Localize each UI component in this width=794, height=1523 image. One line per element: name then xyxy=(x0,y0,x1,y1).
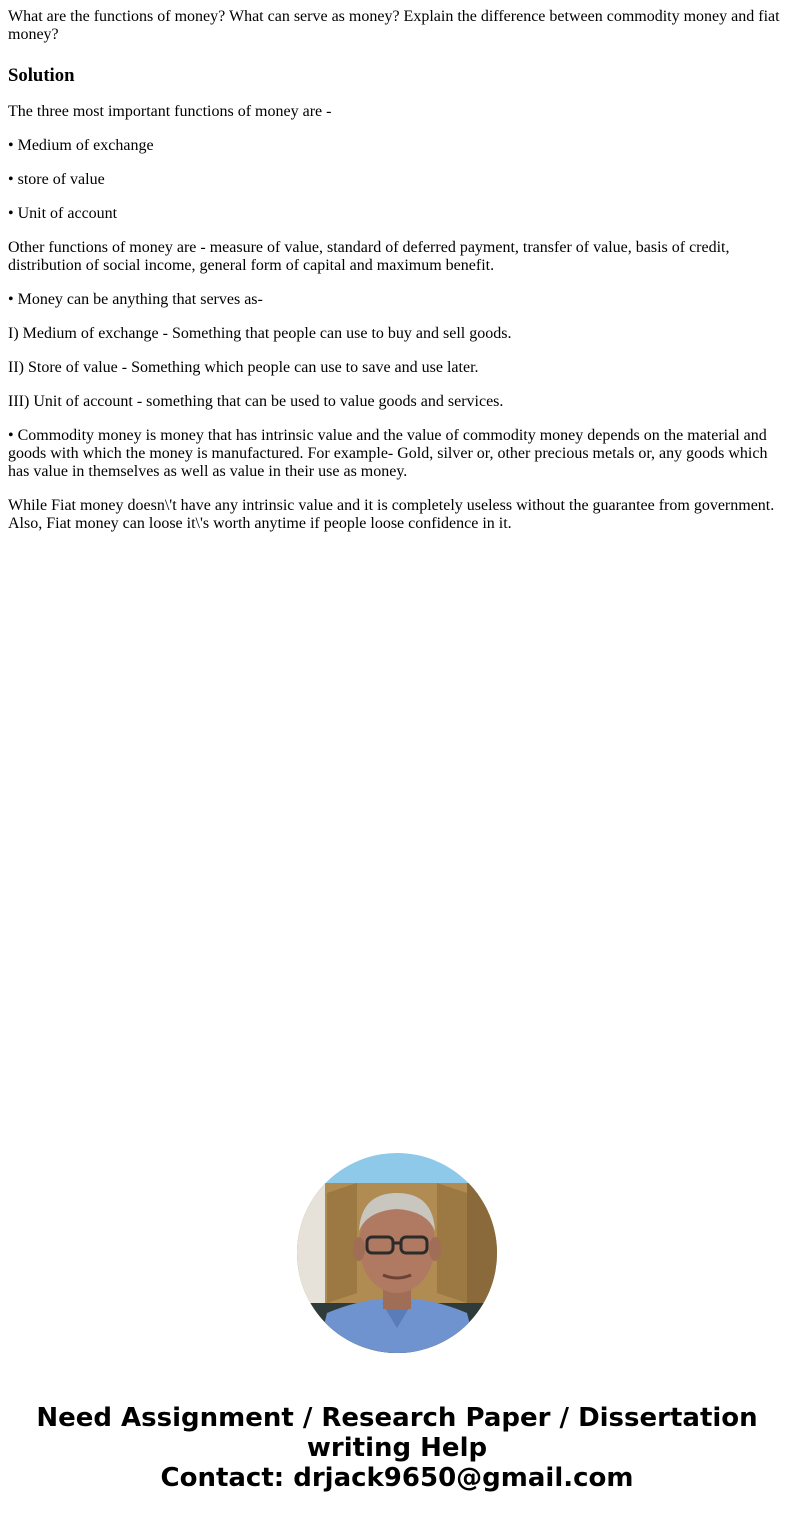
footer-banner xyxy=(0,1403,794,1493)
paragraph: Other functions of money are - measure of value, standard of deferred payment, transfer of value, basis of credit, distribution of social income, general form of capital and maximum benefit. xyxy=(8,239,730,274)
bullet-item: • Medium of exchange xyxy=(8,137,154,154)
avatar xyxy=(297,1153,497,1353)
footer-line: Need Assignment / Research Paper / Dissertation xyxy=(36,1403,758,1433)
paragraph: While Fiat money doesn\'t have any intrinsic value and it is completely useless without the guarantee from government. Also, Fiat money can loose it\'s worth anytime if people loose confidence in it. xyxy=(8,497,775,532)
document-body xyxy=(8,8,786,533)
paragraph: II) Store of value - Something which people can use to save and use later. xyxy=(8,359,479,376)
footer-line: writing Help xyxy=(306,1433,488,1463)
author-photo xyxy=(297,1153,497,1353)
bullet-item: • Commodity money is money that has intrinsic value and the value of commodity money depends on the material and goods with which the money is manufactured. For example- Gold, silver or, other precious metals or, any goods which has value in themselves as well as value in their use as money. xyxy=(8,427,768,480)
paragraph: I) Medium of exchange - Something that people can use to buy and sell goods. xyxy=(8,325,512,342)
bullet-item: • store of value xyxy=(8,171,105,188)
contact-line: Contact: drjack9650@gmail.com xyxy=(160,1463,634,1493)
question-text: What are the functions of money? What can serve as money? Explain the difference between commodity money and fiat money? xyxy=(8,8,780,43)
solution-heading: Solution xyxy=(8,65,75,86)
bullet-item: • Money can be anything that serves as- xyxy=(8,291,263,308)
paragraph: III) Unit of account - something that can be used to value goods and services. xyxy=(8,393,504,410)
paragraph: The three most important functions of money are - xyxy=(8,103,332,120)
bullet-item: • Unit of account xyxy=(8,205,118,222)
